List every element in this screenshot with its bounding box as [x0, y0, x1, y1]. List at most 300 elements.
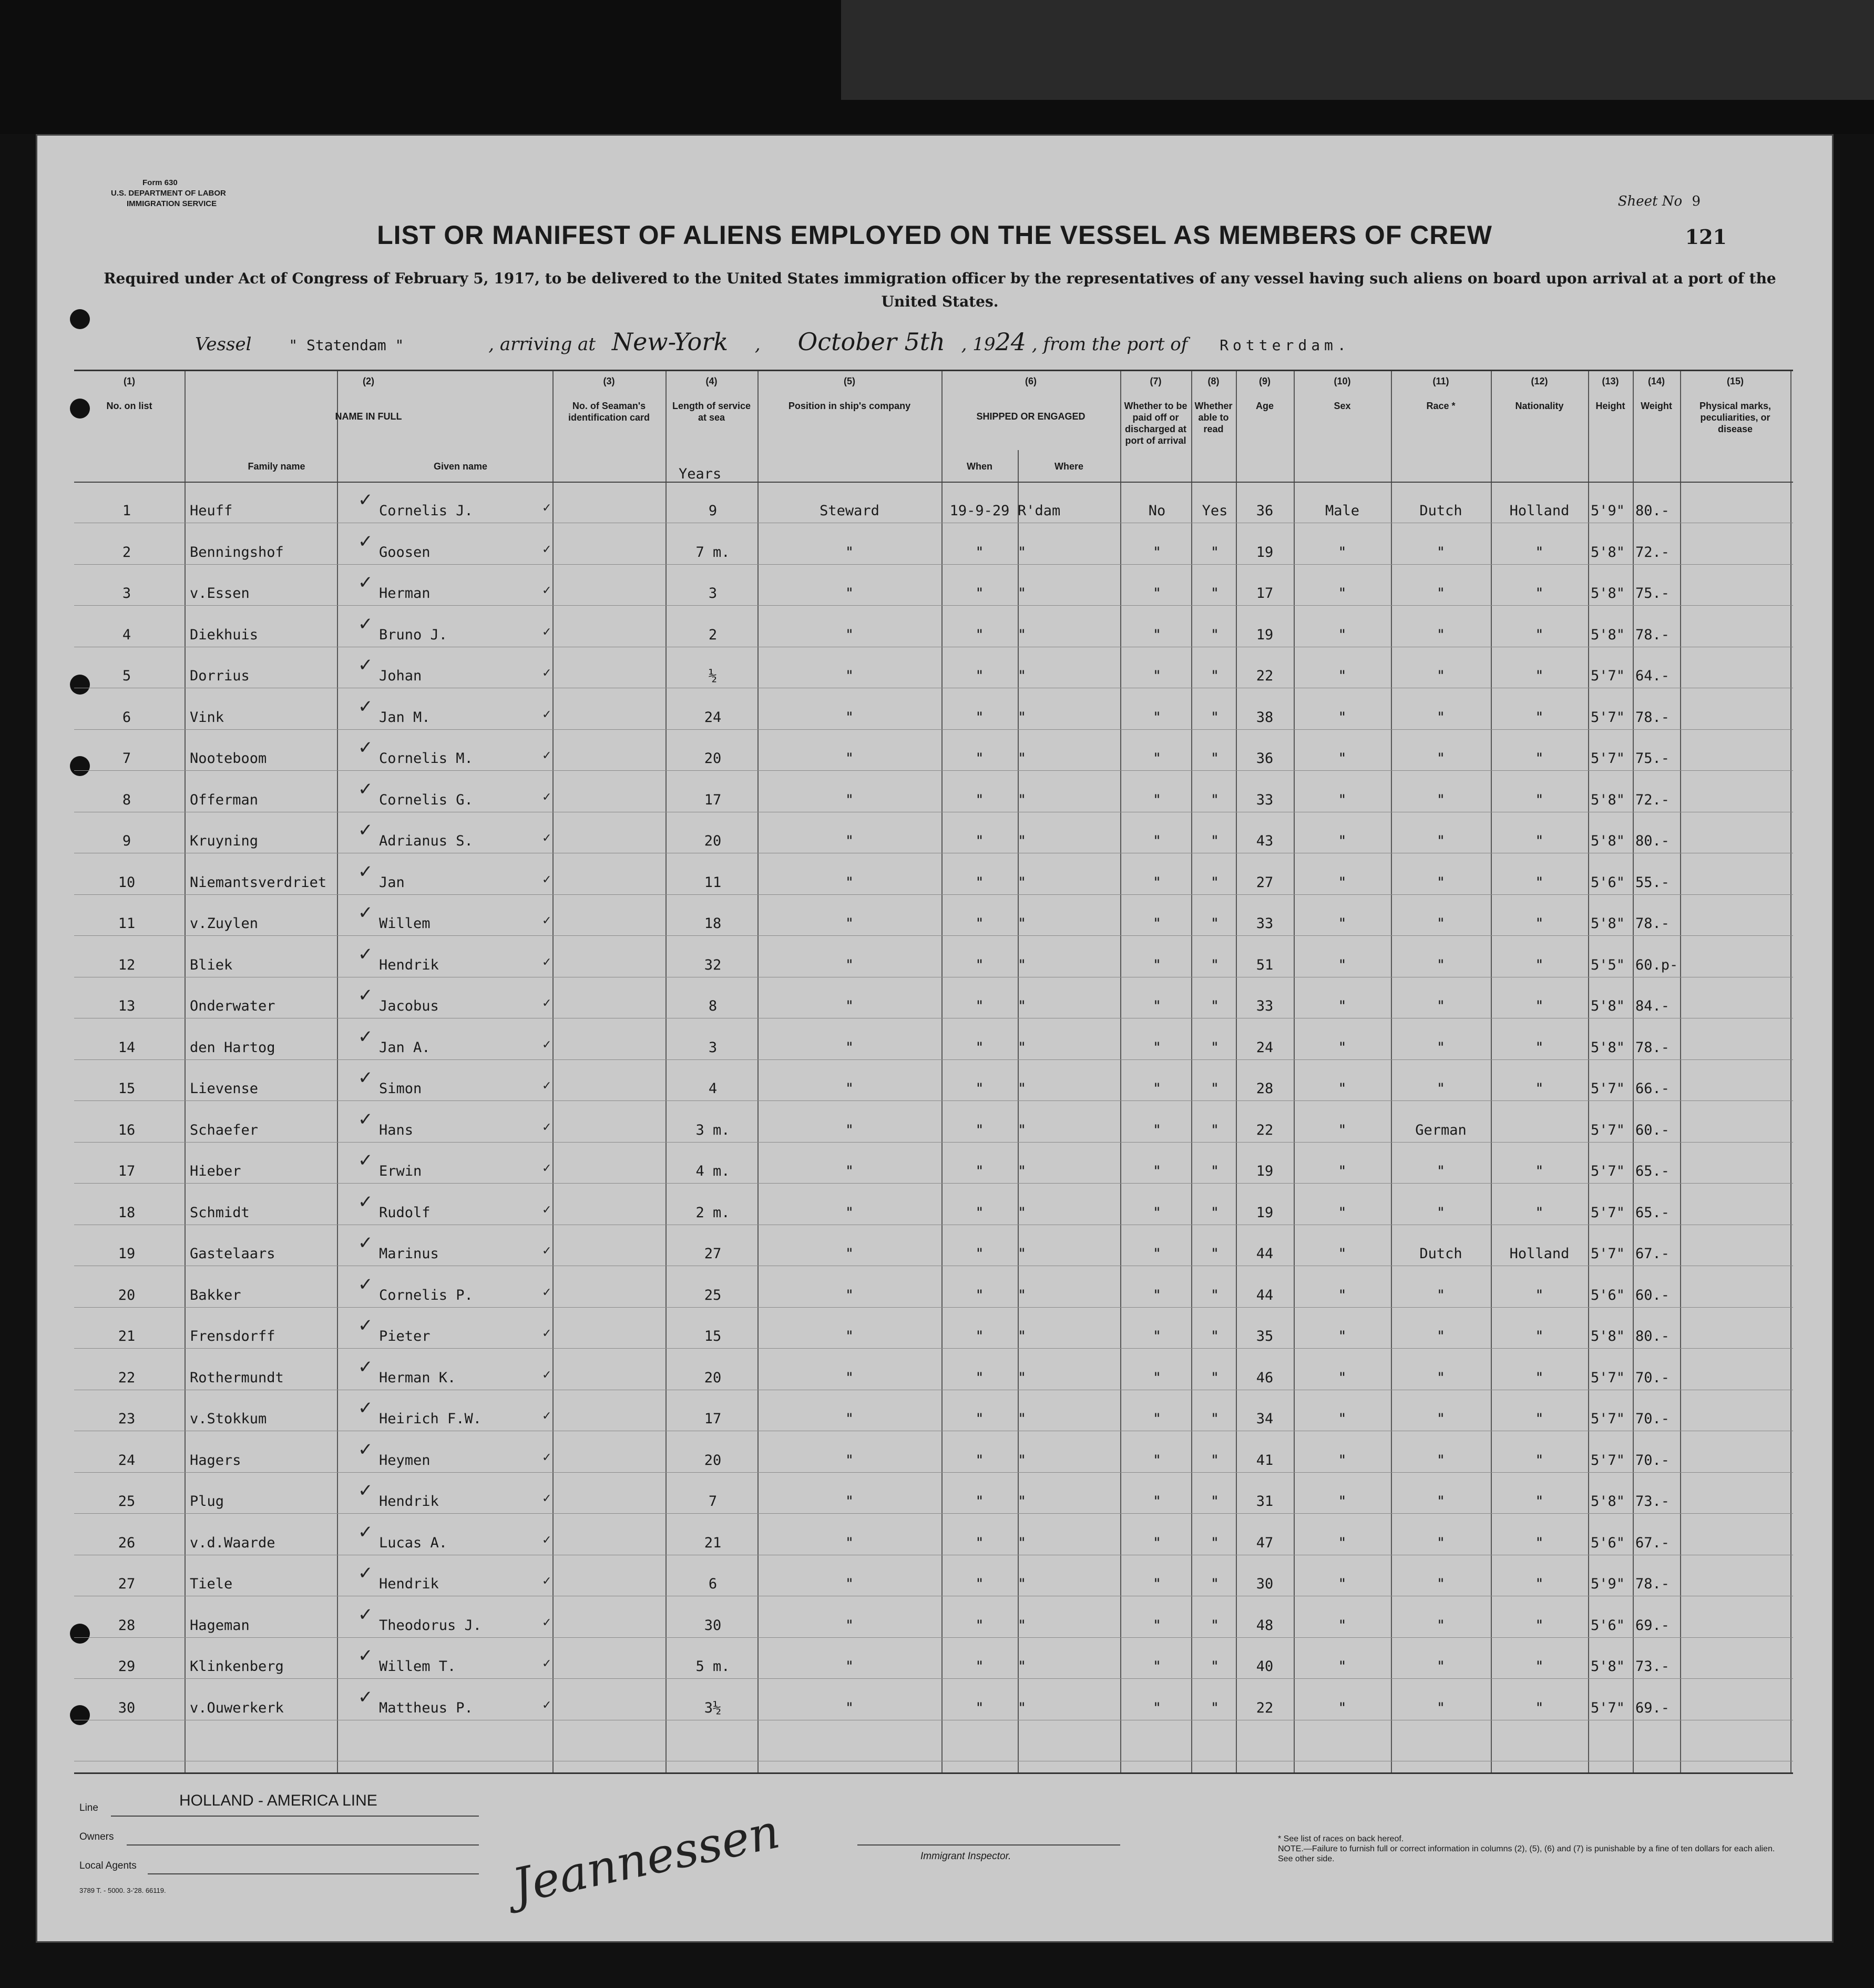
cell-read: "	[1210, 791, 1220, 808]
owners-label: Owners	[79, 1831, 114, 1842]
checkmark-icon: ✓	[542, 1203, 552, 1217]
cell-position: "	[845, 998, 854, 1014]
cell-race: "	[1436, 709, 1446, 726]
cell-paid: "	[1152, 1287, 1162, 1303]
cell-read: "	[1210, 1122, 1220, 1138]
column-header-2: NAME IN FULL	[335, 411, 402, 422]
cell-paid: "	[1152, 1369, 1162, 1386]
checkmark-icon: ✓	[358, 1273, 373, 1295]
cell-given: Hendrik	[379, 956, 439, 973]
checkmark-icon: ✓	[358, 1150, 373, 1171]
cell-nat: "	[1535, 1699, 1544, 1716]
checkmark-icon: ✓	[542, 1451, 552, 1464]
cell-age: 17	[1256, 585, 1274, 602]
cell-weight: 73.-	[1635, 1658, 1670, 1675]
cell-position: "	[845, 1122, 854, 1138]
cell-sex: "	[1338, 1576, 1347, 1592]
cell-family: Tiele	[190, 1576, 233, 1592]
cell-paid: "	[1152, 833, 1162, 849]
cell-where: "	[1018, 874, 1027, 891]
cell-weight: 80.-	[1635, 833, 1670, 849]
cell-nat: "	[1535, 585, 1544, 602]
checkmark-icon: ✓	[542, 1657, 552, 1670]
sheet-label: Sheet No	[1617, 193, 1683, 209]
cell-no: 1	[122, 503, 131, 519]
cell-height: 5'9"	[1591, 503, 1625, 519]
cell-when: "	[975, 1493, 984, 1510]
column-number-8: (8)	[1207, 376, 1220, 386]
cell-weight: 65.-	[1635, 1163, 1670, 1179]
cell-read: "	[1210, 1039, 1220, 1056]
inspector-label: Immigrant Inspector.	[920, 1851, 1011, 1862]
cell-sex: "	[1338, 1617, 1347, 1634]
cell-nat: "	[1535, 1039, 1544, 1056]
cell-nat: "	[1535, 1204, 1544, 1221]
cell-race: "	[1436, 874, 1446, 891]
cell-where: "	[1018, 956, 1027, 973]
cell-where: "	[1018, 1163, 1027, 1179]
cell-no: 10	[118, 874, 136, 891]
checkmark-icon: ✓	[542, 997, 552, 1010]
cell-family: Dorrius	[190, 668, 250, 684]
cell-given: Jacobus	[379, 998, 439, 1014]
cell-service: 32	[704, 956, 722, 973]
cell-weight: 65.-	[1635, 1204, 1670, 1221]
manifest-sheet	[36, 134, 1834, 1943]
cell-nat: "	[1535, 874, 1544, 891]
cell-age: 40	[1256, 1658, 1274, 1675]
cell-sex: "	[1338, 1328, 1347, 1344]
cell-weight: 75.-	[1635, 750, 1670, 767]
cell-where: "	[1018, 833, 1027, 849]
cell-family: v.Essen	[190, 585, 250, 602]
cell-nat: "	[1535, 1658, 1544, 1675]
cell-weight: 70.-	[1635, 1452, 1670, 1469]
page-title: LIST OR MANIFEST OF ALIENS EMPLOYED ON THE VESSEL AS MEMBERS OF CREW	[377, 220, 1492, 250]
checkmark-icon: ✓	[542, 749, 552, 762]
cell-service: 21	[704, 1534, 722, 1551]
cell-paid: "	[1152, 1699, 1162, 1716]
cell-nat: Holland	[1509, 1246, 1570, 1262]
cell-sex: "	[1338, 626, 1347, 643]
cell-height: 5'8"	[1591, 1328, 1625, 1344]
checkmark-icon: ✓	[542, 1575, 552, 1588]
cell-service: 15	[704, 1328, 722, 1344]
checkmark-icon: ✓	[358, 861, 373, 882]
cell-sex: "	[1338, 1080, 1347, 1097]
line-label: Line	[79, 1802, 98, 1813]
cell-no: 24	[118, 1452, 136, 1469]
cell-weight: 78.-	[1635, 709, 1670, 726]
cell-read: "	[1210, 1658, 1220, 1675]
cell-given: Cornelis G.	[379, 791, 473, 808]
cell-race: "	[1436, 1658, 1446, 1675]
cell-age: 33	[1256, 791, 1274, 808]
cell-when: "	[975, 956, 984, 973]
cell-race: "	[1436, 1328, 1446, 1344]
cell-paid: "	[1152, 1411, 1162, 1427]
cell-position: "	[845, 544, 854, 560]
column-header-7: Whether to be paid off or discharged at port of arrival	[1124, 401, 1187, 446]
cell-family: Niemantsverdriet	[190, 874, 327, 891]
arrival-date: October 5th	[797, 328, 945, 356]
cell-service: 30	[704, 1617, 722, 1634]
cell-height: 5'7"	[1591, 1411, 1625, 1427]
cell-height: 5'8"	[1591, 1493, 1625, 1510]
arriving-label: , arriving at	[488, 334, 596, 355]
cell-race: "	[1436, 1452, 1446, 1469]
cell-weight: 80.-	[1635, 1328, 1670, 1344]
cell-where: R'dam	[1018, 503, 1061, 519]
cell-position: "	[845, 1699, 854, 1716]
column-header-13: Height	[1595, 401, 1625, 411]
cell-position: "	[845, 1493, 854, 1510]
cell-where: "	[1018, 1452, 1027, 1469]
column-number-13: (13)	[1602, 376, 1619, 386]
cell-sex: "	[1338, 1039, 1347, 1056]
cell-height: 5'8"	[1591, 998, 1625, 1014]
column-number-9: (9)	[1259, 376, 1271, 386]
cell-no: 29	[118, 1658, 136, 1675]
checkmark-icon: ✓	[542, 955, 552, 969]
cell-height: 5'8"	[1591, 544, 1625, 560]
cell-sex: "	[1338, 1699, 1347, 1716]
cell-weight: 72.-	[1635, 544, 1670, 560]
sheet-number	[1618, 193, 1701, 209]
checkmark-icon: ✓	[358, 655, 373, 676]
cell-service: 6	[708, 1576, 718, 1592]
cell-when: "	[975, 874, 984, 891]
cell-sex: "	[1338, 668, 1347, 684]
cell-when: "	[975, 1122, 984, 1138]
cell-weight: 84.-	[1635, 998, 1670, 1014]
checkmark-icon: ✓	[542, 1492, 552, 1505]
cell-position: "	[845, 750, 854, 767]
checkmark-icon: ✓	[542, 832, 552, 845]
cell-paid: "	[1152, 626, 1162, 643]
checkmark-icon: ✓	[542, 502, 552, 515]
cell-sex: "	[1338, 1204, 1347, 1221]
cell-given: Herman K.	[379, 1369, 456, 1386]
column-number-12: (12)	[1531, 376, 1548, 386]
cell-race: "	[1436, 1163, 1446, 1179]
cell-paid: "	[1152, 998, 1162, 1014]
cell-nat: "	[1535, 709, 1544, 726]
checkmark-icon: ✓	[542, 1533, 552, 1547]
cell-no: 27	[118, 1576, 136, 1592]
cell-family: Offerman	[190, 791, 259, 808]
cell-given: Heymen	[379, 1452, 431, 1469]
cell-service: 11	[704, 874, 722, 891]
cell-read: "	[1210, 998, 1220, 1014]
cell-where: "	[1018, 1617, 1027, 1634]
cell-read: "	[1210, 1493, 1220, 1510]
checkmark-icon: ✓	[542, 790, 552, 804]
cell-service: 4	[708, 1080, 718, 1097]
cell-position: "	[845, 1411, 854, 1427]
cell-race: "	[1436, 1039, 1446, 1056]
cell-race: "	[1436, 626, 1446, 643]
cell-no: 26	[118, 1534, 136, 1551]
footer-notes	[1278, 1834, 1777, 1864]
checkmark-icon: ✓	[358, 1686, 373, 1708]
cell-no: 11	[118, 915, 136, 932]
cell-no: 21	[118, 1328, 136, 1344]
cell-given: Hendrik	[379, 1576, 439, 1592]
cell-when: "	[975, 1163, 984, 1179]
cell-when: "	[975, 1411, 984, 1427]
cell-race: "	[1436, 1576, 1446, 1592]
cell-age: 36	[1256, 503, 1274, 519]
cell-height: 5'7"	[1591, 750, 1625, 767]
cell-where: "	[1018, 1369, 1027, 1386]
checkmark-icon: ✓	[542, 1038, 552, 1052]
cell-paid: "	[1152, 956, 1162, 973]
cell-service: 27	[704, 1246, 722, 1262]
cell-family: Vink	[190, 709, 224, 726]
checkmark-icon: ✓	[358, 1232, 373, 1253]
cell-race: "	[1436, 1369, 1446, 1386]
cell-no: 22	[118, 1369, 136, 1386]
cell-position: "	[845, 1204, 854, 1221]
checkmark-icon: ✓	[358, 985, 373, 1006]
cell-given: Cornelis J.	[379, 503, 473, 519]
cell-height: 5'8"	[1591, 915, 1625, 932]
cell-where: "	[1018, 998, 1027, 1014]
cell-service: 7	[708, 1493, 718, 1510]
cell-paid: "	[1152, 1122, 1162, 1138]
cell-no: 15	[118, 1080, 136, 1097]
cell-given: Cornelis P.	[379, 1287, 473, 1303]
cell-read: "	[1210, 1617, 1220, 1634]
cell-no: 7	[122, 750, 131, 767]
cell-read: "	[1210, 626, 1220, 643]
cell-height: 5'7"	[1591, 1246, 1625, 1262]
cell-when: "	[975, 750, 984, 767]
cell-where: "	[1018, 1287, 1027, 1303]
checkmark-icon: ✓	[542, 1327, 552, 1340]
cell-given: Heirich F.W.	[379, 1411, 482, 1427]
cell-service: 8	[708, 998, 718, 1014]
cell-read: "	[1210, 1369, 1220, 1386]
cell-height: 5'8"	[1591, 833, 1625, 849]
cell-when: "	[975, 1534, 984, 1551]
cell-race: "	[1436, 1617, 1446, 1634]
cell-height: 5'8"	[1591, 1658, 1625, 1675]
checkmark-icon: ✓	[358, 1108, 373, 1130]
cell-given: Pieter	[379, 1328, 431, 1344]
cell-sex: "	[1338, 1246, 1347, 1262]
checkmark-icon: ✓	[358, 1315, 373, 1336]
cell-family: Diekhuis	[190, 626, 259, 643]
cell-given: Jan M.	[379, 709, 431, 726]
cell-weight: 55.-	[1635, 874, 1670, 891]
cell-weight: 80.-	[1635, 503, 1670, 519]
checkmark-icon: ✓	[542, 1120, 552, 1134]
checkmark-icon: ✓	[358, 490, 373, 511]
cell-service: 3½	[704, 1699, 722, 1716]
cell-family: v.d.Waarde	[190, 1534, 275, 1551]
cell-given: Lucas A.	[379, 1534, 448, 1551]
cell-paid: "	[1152, 1576, 1162, 1592]
cell-nat: "	[1535, 668, 1544, 684]
cell-race: "	[1436, 544, 1446, 560]
cell-nat: "	[1535, 956, 1544, 973]
cell-where: "	[1018, 709, 1027, 726]
cell-height: 5'7"	[1591, 1699, 1625, 1716]
cell-paid: "	[1152, 1493, 1162, 1510]
column-header-3: No. of Seaman's identification card	[568, 401, 650, 423]
cell-nat: "	[1535, 1576, 1544, 1592]
cell-race: "	[1436, 833, 1446, 849]
cell-service: 7 m.	[695, 544, 730, 560]
cell-service: ½	[708, 668, 718, 684]
cell-race: "	[1436, 668, 1446, 684]
cell-nat: "	[1535, 791, 1544, 808]
checkmark-icon: ✓	[358, 613, 373, 635]
cell-race: Dutch	[1419, 503, 1462, 519]
cell-where: "	[1018, 1039, 1027, 1056]
checkmark-icon: ✓	[358, 778, 373, 800]
column-number-10: (10)	[1334, 376, 1351, 386]
cell-race: "	[1436, 1411, 1446, 1427]
cell-race: "	[1436, 956, 1446, 973]
checkmark-icon: ✓	[358, 943, 373, 965]
cell-race: "	[1436, 1534, 1446, 1551]
cell-nat: "	[1535, 544, 1544, 560]
cell-paid: "	[1152, 1080, 1162, 1097]
agents-label: Local Agents	[79, 1860, 137, 1871]
cell-no: 13	[118, 998, 136, 1014]
cell-family: Lievense	[190, 1080, 259, 1097]
cell-no: 16	[118, 1122, 136, 1138]
cell-when: "	[975, 791, 984, 808]
cell-sex: "	[1338, 585, 1347, 602]
cell-when: "	[975, 626, 984, 643]
checkmark-icon: ✓	[358, 1645, 373, 1666]
column-header-9: Age	[1255, 401, 1274, 411]
cell-paid: "	[1152, 1658, 1162, 1675]
cell-read: "	[1210, 1411, 1220, 1427]
cell-family: v.Stokkum	[190, 1411, 267, 1427]
checkmark-icon: ✓	[358, 1356, 373, 1378]
cell-height: 5'5"	[1591, 956, 1625, 973]
cell-height: 5'6"	[1591, 1287, 1625, 1303]
checkmark-icon: ✓	[542, 1368, 552, 1382]
cell-family: Bliek	[190, 956, 233, 973]
cell-nat: "	[1535, 1328, 1544, 1344]
cell-paid: "	[1152, 544, 1162, 560]
cell-where: "	[1018, 1493, 1027, 1510]
cell-service: 9	[708, 503, 718, 519]
cell-where: "	[1018, 1576, 1027, 1592]
cell-service: 20	[704, 750, 722, 767]
checkmark-icon: ✓	[358, 1439, 373, 1460]
cell-height: 5'7"	[1591, 709, 1625, 726]
column-number-1: (1)	[124, 376, 135, 386]
cell-age: 24	[1256, 1039, 1274, 1056]
cell-given: Marinus	[379, 1246, 439, 1262]
cell-given: Jan	[379, 874, 405, 891]
cell-where: "	[1018, 1411, 1027, 1427]
cell-age: 41	[1256, 1452, 1274, 1469]
cell-race: "	[1436, 1080, 1446, 1097]
vessel-line: Vessel " Statendam " , arriving at New-York , October 5th , 1924 , from the port of Rotterdam.	[195, 328, 1350, 356]
cell-sex: Male	[1325, 503, 1360, 519]
cell-age: 33	[1256, 915, 1274, 932]
cell-sex: "	[1338, 998, 1347, 1014]
cell-family: v.Zuylen	[190, 915, 259, 932]
cell-service: 17	[704, 1411, 722, 1427]
column-header-14: Weight	[1641, 401, 1672, 411]
cell-paid: "	[1152, 791, 1162, 808]
cell-race: "	[1436, 1699, 1446, 1716]
vessel-name: " Statendam "	[289, 337, 404, 354]
checkmark-icon: ✓	[358, 737, 373, 758]
column-number-14: (14)	[1647, 376, 1665, 386]
cell-sex: "	[1338, 791, 1347, 808]
cell-family: Kruyning	[190, 833, 259, 849]
cell-age: 44	[1256, 1287, 1274, 1303]
cell-height: 5'6"	[1591, 1617, 1625, 1634]
cell-nat: "	[1535, 750, 1544, 767]
checkmark-icon: ✓	[358, 572, 373, 593]
cell-weight: 69.-	[1635, 1617, 1670, 1634]
cell-family: Hageman	[190, 1617, 250, 1634]
cell-where: "	[1018, 626, 1027, 643]
checkmark-icon: ✓	[542, 1162, 552, 1175]
cell-family: Heuff	[190, 503, 233, 519]
cell-paid: "	[1152, 585, 1162, 602]
cell-weight: 70.-	[1635, 1369, 1670, 1386]
cell-position: "	[845, 915, 854, 932]
cell-where: "	[1018, 1080, 1027, 1097]
cell-sex: "	[1338, 915, 1347, 932]
cell-given: Bruno J.	[379, 626, 448, 643]
checkmark-icon: ✓	[542, 543, 552, 556]
cell-family: den Hartog	[190, 1039, 275, 1056]
cell-nat: Holland	[1509, 503, 1570, 519]
cell-position: "	[845, 626, 854, 643]
column-header-10: Sex	[1334, 401, 1351, 411]
required-text: Required under Act of Congress of February 5, 1917, to be delivered to the United States immigration officer by the representatives of any vessel having such aliens on board upon arrival at a port of the United States.	[104, 270, 1776, 310]
checkmark-icon: ✓	[542, 1286, 552, 1299]
checkmark-icon: ✓	[542, 584, 552, 597]
cell-sex: "	[1338, 956, 1347, 973]
checkmark-icon: ✓	[358, 1563, 373, 1584]
cell-race: "	[1436, 1287, 1446, 1303]
cell-no: 14	[118, 1039, 136, 1056]
cell-position: "	[845, 709, 854, 726]
cell-sex: "	[1338, 709, 1347, 726]
cell-read: "	[1210, 750, 1220, 767]
cell-no: 12	[118, 956, 136, 973]
checkmark-icon: ✓	[542, 625, 552, 639]
cell-no: 2	[122, 544, 131, 560]
cell-service: 24	[704, 709, 722, 726]
service: IMMIGRATION SERVICE	[127, 199, 217, 208]
cell-read: Yes	[1202, 503, 1228, 519]
cell-service: 18	[704, 915, 722, 932]
cell-when: "	[975, 1576, 984, 1592]
column-header-12: Nationality	[1515, 401, 1564, 411]
cell-family: Nooteboom	[190, 750, 267, 767]
form-number: Form 630	[142, 178, 178, 187]
cell-height: 5'8"	[1591, 585, 1625, 602]
cell-where: "	[1018, 1328, 1027, 1344]
cell-sex: "	[1338, 1452, 1347, 1469]
cell-no: 19	[118, 1246, 136, 1262]
